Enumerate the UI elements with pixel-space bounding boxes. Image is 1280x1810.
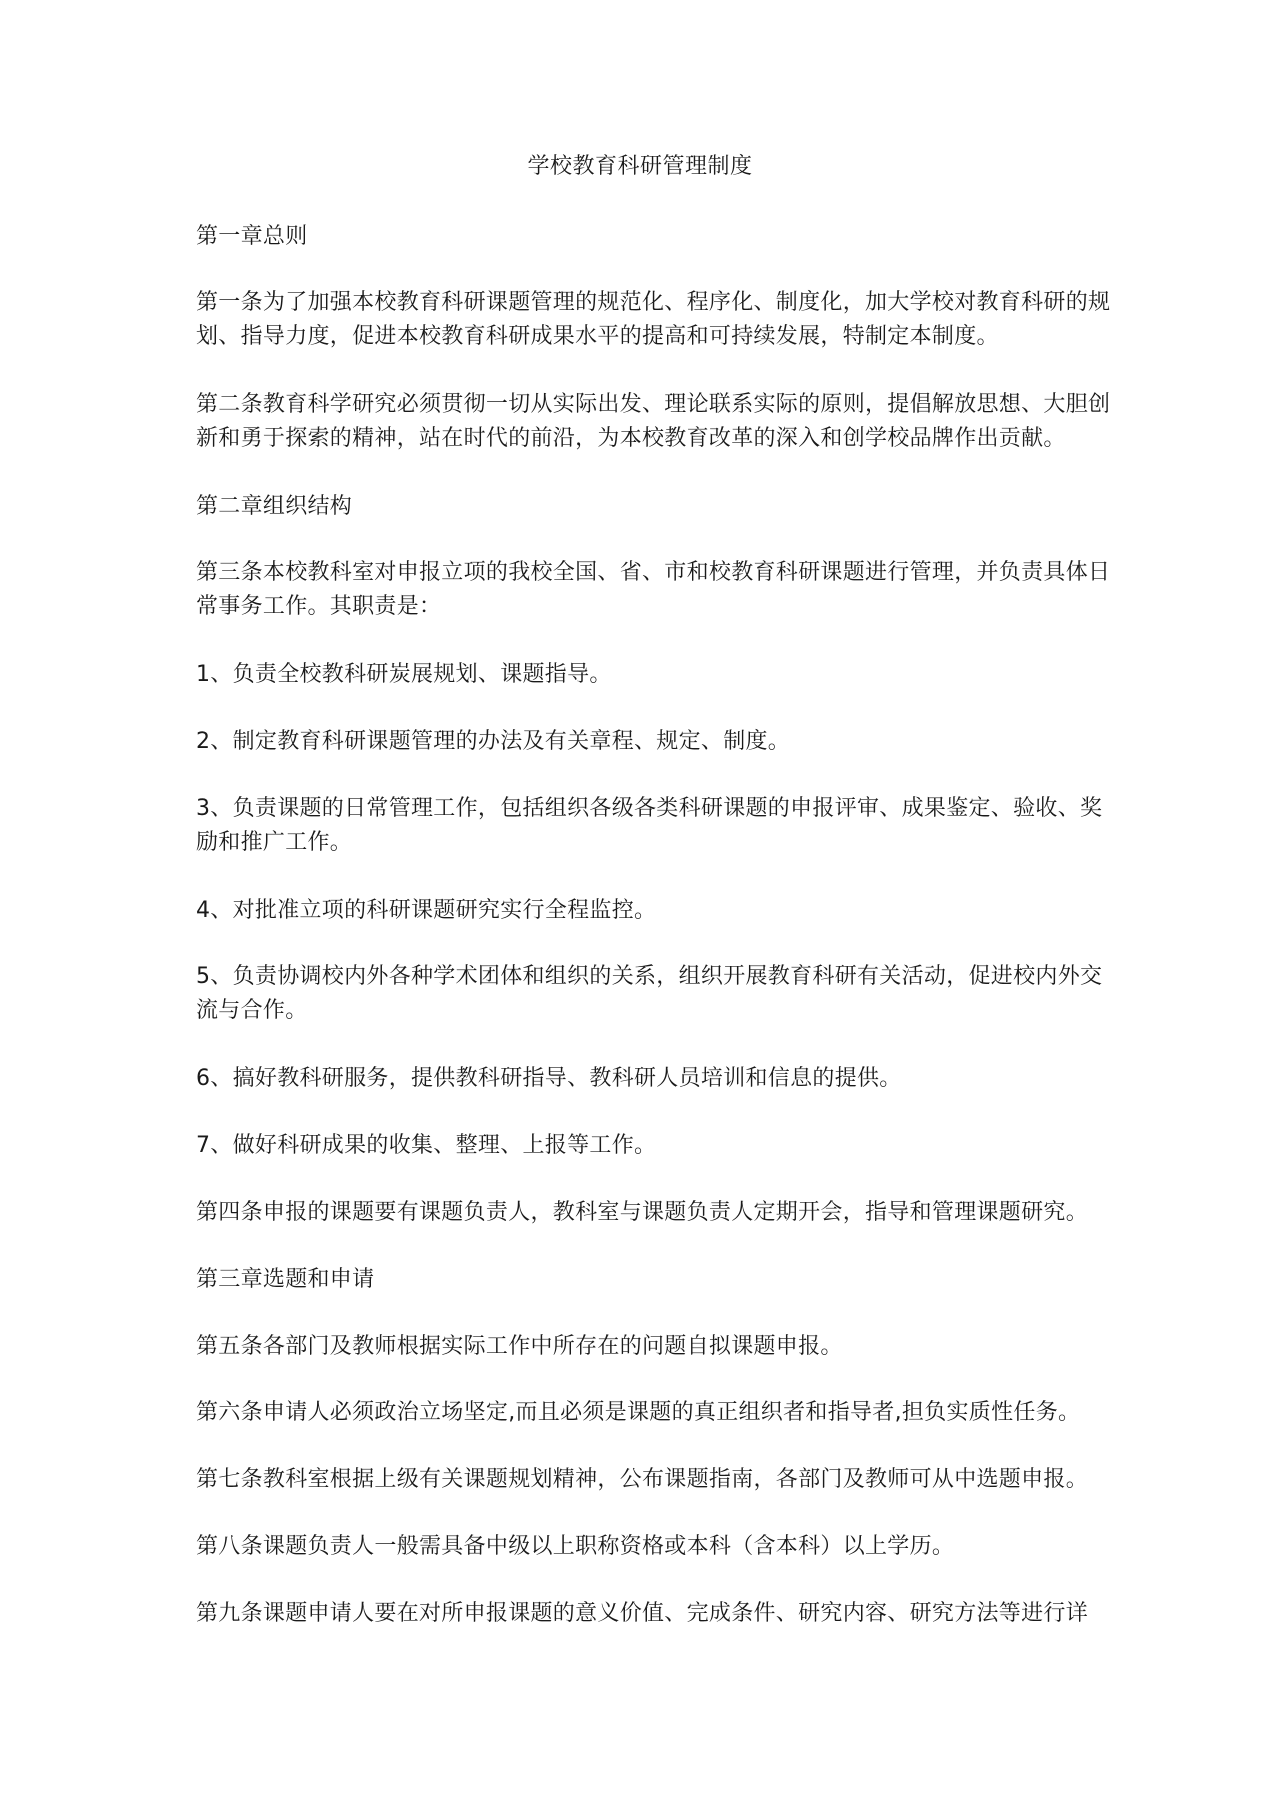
list-item: 3、负责课题的日常管理工作，包括组织各级各类科研课题的申报评审、成果鉴定、验收、奖励和推广工作。 — [196, 796, 1103, 855]
list-item: 2、制定教育科研课题管理的办法及有关章程、规定、制度。 — [196, 729, 791, 754]
list-item: 6、搞好教科研服务，提供教科研指导、教科研人员培训和信息的提供。 — [196, 1066, 902, 1091]
article-paragraph: 第五条各部门及教师根据实际工作中所存在的问题自拟课题申报。 — [196, 1334, 843, 1359]
chapter-heading: 第一章总则 — [196, 224, 308, 249]
article-paragraph: 第九条课题申请人要在对所申报课题的意义价值、完成条件、研究内容、研究方法等进行详 — [196, 1601, 1089, 1626]
article-paragraph: 第八条课题负责人一般需具备中级以上职称资格或本科（含本科）以上学历。 — [196, 1534, 955, 1559]
chapter-heading: 第二章组织结构 — [196, 494, 353, 519]
list-item: 7、做好科研成果的收集、整理、上报等工作。 — [196, 1133, 657, 1158]
list-item: 4、对批准立项的科研课题研究实行全程监控。 — [196, 898, 657, 923]
article-paragraph: 第三条本校教科室对申报立项的我校全国、省、市和校教育科研课题进行管理，并负责具体日常事务工作。其职责是： — [196, 560, 1111, 619]
list-item: 1、负责全校教科研炭展规划、课题指导。 — [196, 662, 612, 687]
document-title: 学校教育科研管理制度 — [527, 154, 753, 179]
article-paragraph: 第四条申报的课题要有课题负责人，教科室与课题负责人定期开会，指导和管理课题研究。 — [196, 1200, 1089, 1225]
article-paragraph: 第二条教育科学研究必须贯彻一切从实际出发、理论联系实际的原则，提倡解放思想、大胆创新和勇于探索的精神，站在时代的前沿，为本校教育改革的深入和创学校品牌作出贡献。 — [196, 392, 1111, 451]
chapter-heading: 第三章选题和申请 — [196, 1267, 375, 1292]
list-item: 5、负责协调校内外各种学术团体和组织的关系，组织开展教育科研有关活动，促进校内外交流与合作。 — [196, 964, 1103, 1023]
article-paragraph: 第一条为了加强本校教育科研课题管理的规范化、程序化、制度化，加大学校对教育科研的规划、指导力度，促进本校教育科研成果水平的提高和可持续发展，特制定本制度。 — [196, 290, 1111, 349]
article-paragraph: 第六条申请人必须政治立场坚定,而且必须是课题的真正组织者和指导者,担负实质性任务。 — [196, 1400, 1081, 1425]
article-paragraph: 第七条教科室根据上级有关课题规划精神，公布课题指南，各部门及教师可从中选题申报。 — [196, 1467, 1089, 1492]
